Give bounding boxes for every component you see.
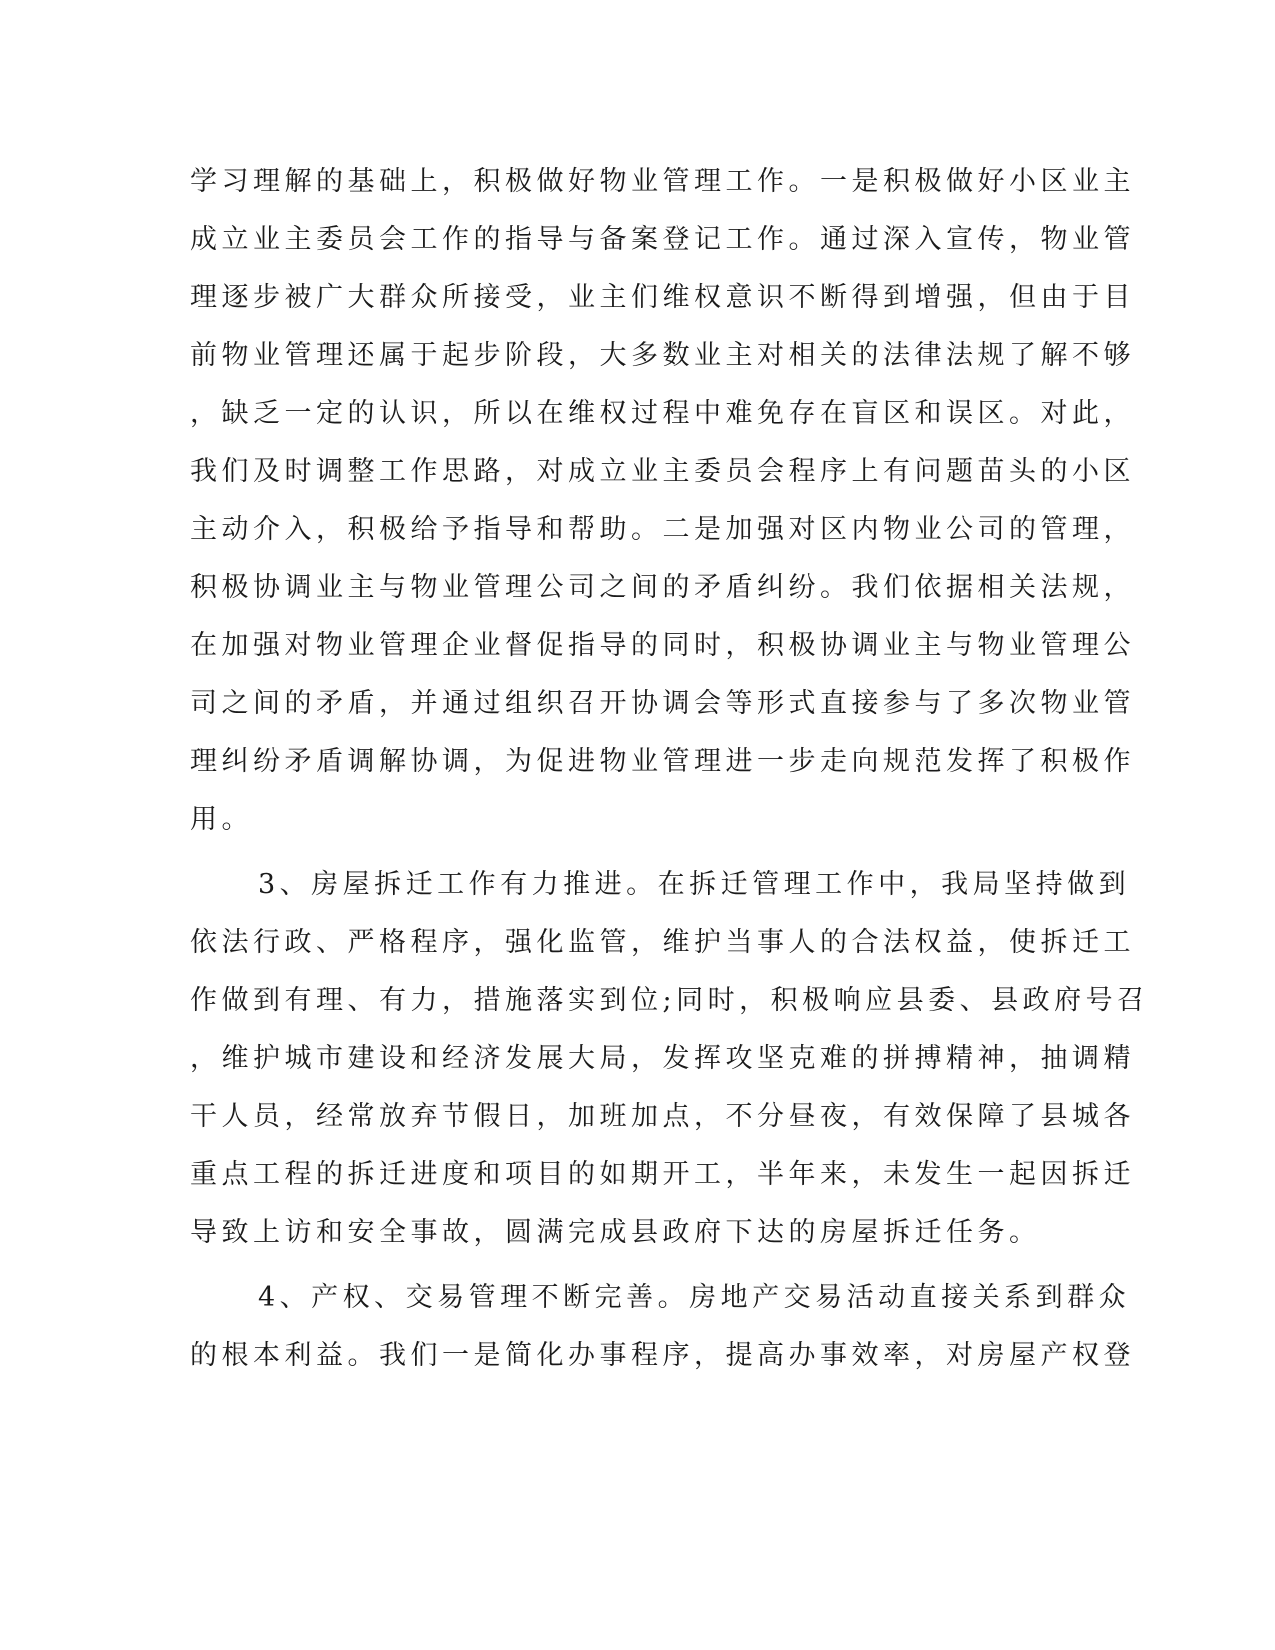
text-line: 前物业管理还属于起步阶段，大多数业主对相关的法律法规了解不够	[190, 340, 1135, 371]
text-line: 主动介入，积极给予指导和帮助。二是加强对区内物业公司的管理，	[190, 514, 1135, 545]
text-line: 理逐步被广大群众所接受，业主们维权意识不断得到增强，但由于目	[190, 282, 1135, 313]
text-line: 司之间的矛盾，并通过组织召开协调会等形式直接参与了多次物业管	[190, 688, 1135, 719]
text-line: 学习理解的基础上，积极做好物业管理工作。一是积极做好小区业主	[190, 166, 1135, 197]
text-line: 导致上访和安全事故，圆满完成县政府下达的房屋拆迁任务。	[190, 1217, 1041, 1248]
text-line: 积极协调业主与物业管理公司之间的矛盾纠纷。我们依据相关法规，	[190, 572, 1135, 603]
text-line: 用。	[190, 804, 253, 835]
text-line: 干人员，经常放弃节假日，加班加点，不分昼夜，有效保障了县城各	[190, 1101, 1135, 1132]
text-line: 重点工程的拆迁进度和项目的如期开工，半年来，未发生一起因拆迁	[190, 1159, 1135, 1190]
text-line: ，缺乏一定的认识，所以在维权过程中难免存在盲区和误区。对此，	[190, 398, 1135, 429]
text-line: 依法行政、严格程序，强化监管，维护当事人的合法权益，使拆迁工	[190, 927, 1135, 958]
text-line: 我们及时调整工作思路，对成立业主委员会程序上有问题苗头的小区	[190, 456, 1135, 487]
text-line: 理纠纷矛盾调解协调，为促进物业管理进一步走向规范发挥了积极作	[190, 746, 1135, 777]
text-line: 作做到有理、有力，措施落实到位;同时，积极响应县委、县政府号召	[190, 985, 1149, 1016]
text-line: 的根本利益。我们一是简化办事程序，提高办事效率，对房屋产权登	[190, 1340, 1135, 1371]
text-line: 在加强对物业管理企业督促指导的同时，积极协调业主与物业管理公	[190, 630, 1135, 661]
text-line: 成立业主委员会工作的指导与备案登记工作。通过深入宣传，物业管	[190, 224, 1135, 255]
text-line: ，维护城市建设和经济发展大局，发挥攻坚克难的拼搏精神，抽调精	[190, 1043, 1135, 1074]
paragraph-3-first-line: 3、房屋拆迁工作有力推进。在拆迁管理工作中，我局坚持做到	[258, 869, 1131, 900]
paragraph-4-first-line: 4、产权、交易管理不断完善。房地产交易活动直接关系到群众	[258, 1282, 1131, 1313]
